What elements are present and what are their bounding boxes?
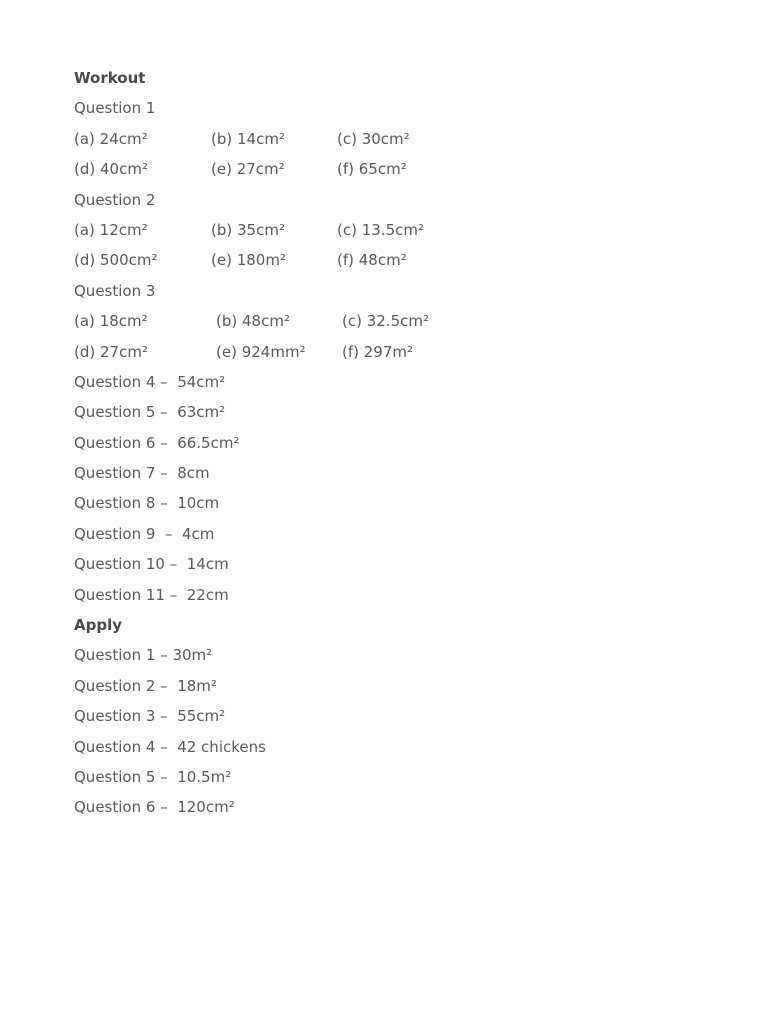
answer-cell: (c) 32.5cm² [342,312,429,331]
answer-cell: (a) 24cm² [74,129,148,148]
question-1-row-2 [74,158,694,188]
apply-answer: Question 4 – 42 chickens [74,737,266,756]
answer-cell: (d) 27cm² [74,342,148,361]
answer-cell: (a) 12cm² [74,220,148,239]
apply-answer: Question 2 – 18m² [74,676,217,695]
apply-answer: Question 6 – 120cm² [74,798,235,817]
answer-cell: (e) 924mm² [216,342,306,361]
question-2-title: Question 2 [74,190,156,209]
answer-cell: (e) 27cm² [211,160,285,179]
workout-answer: Question 9 – 4cm [74,524,215,543]
workout-answer: Question 5 – 63cm² [74,403,226,422]
question-1-title: Question 1 [74,99,156,118]
workout-answer: Question 4 – 54cm² [74,372,226,391]
answer-cell: (f) 48cm² [337,251,407,270]
answer-cell: (b) 35cm² [211,220,285,239]
answer-cell: (b) 48cm² [216,312,290,331]
question-1-row-1 [74,128,694,158]
workout-answer: Question 11 – 22cm [74,585,229,604]
workout-answer: Question 6 – 66.5cm² [74,433,240,452]
question-2-row-2 [74,249,694,279]
answer-cell: (b) 14cm² [211,129,285,148]
answer-cell: (a) 18cm² [74,312,148,331]
answer-cell: (e) 180m² [211,251,286,270]
question-3-row-1 [74,310,694,340]
workout-heading: Workout [74,69,146,87]
apply-heading: Apply [74,616,123,635]
answer-cell: (d) 500cm² [74,251,158,270]
answer-cell: (c) 13.5cm² [337,220,424,239]
answer-cell: (f) 297m² [342,342,414,361]
answer-cell: (d) 40cm² [74,160,148,179]
workout-answer: Question 10 – 14cm [74,555,229,574]
question-2-row-1 [74,219,694,249]
question-3-title: Question 3 [74,281,156,300]
question-3-row-2 [74,341,694,371]
apply-answer: Question 3 – 55cm² [74,707,226,726]
answer-sheet [74,67,694,827]
answer-cell: (c) 30cm² [337,129,410,148]
answer-cell: (f) 65cm² [337,160,407,179]
apply-answer: Question 1 – 30m² [74,646,213,665]
workout-answer: Question 7 – 8cm [74,464,210,483]
workout-answer: Question 8 – 10cm [74,494,220,513]
apply-answer: Question 5 – 10.5m² [74,767,232,786]
